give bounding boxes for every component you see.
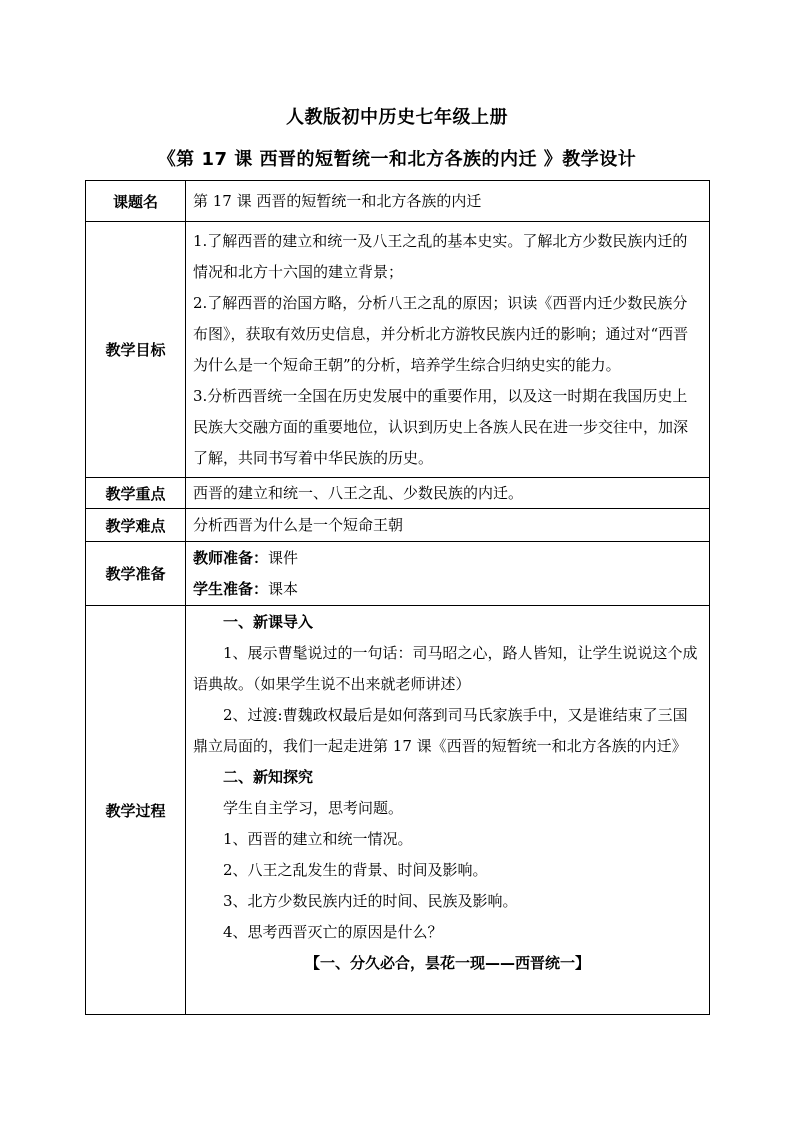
preparation-content [186, 542, 710, 606]
process-heading-intro: 一、新课导入 [223, 613, 314, 631]
student-preparation-value: 课本 [268, 579, 299, 598]
process-heading-explore: 二、新知探究 [223, 768, 314, 786]
process-question-3: 3、北方少数民族内迁的时间、民族及影响。 [223, 892, 518, 910]
table-row-difficulties [86, 509, 710, 542]
key-points-text: 西晋的建立和统一、八王之乱、少数民族的内迁。 [193, 484, 524, 502]
key-points-label: 教学重点 [86, 478, 186, 509]
process-label: 教学过程 [86, 606, 186, 1015]
student-preparation-label: 学生准备： [193, 579, 269, 598]
objectives-content [186, 222, 710, 478]
process-question-1: 1、西晋的建立和统一情况。 [223, 830, 413, 848]
objective-item-3: 3.分析西晋统一全国在历史发展中的重要作用，以及这一时期在我国历史上民族大交融方面的重要地位，认识到历史上各族人民在进一步交往中，加深了解，共同书写着中华民族的历史。 [193, 386, 689, 467]
process-paragraph-3: 学生自主学习，思考问题。 [223, 799, 404, 817]
table-row-objectives [86, 222, 710, 478]
table-row-process [86, 606, 710, 1015]
difficulties-text: 分析西晋为什么是一个短命王朝 [193, 516, 404, 534]
key-points-value [186, 478, 710, 509]
document-subtitle: 《第 17 课 西晋的短暂统一和北方各族的内迁 》教学设计 [157, 149, 637, 170]
difficulties-label: 教学难点 [86, 509, 186, 542]
teacher-preparation-label: 教师准备： [193, 548, 269, 567]
topic-value [186, 181, 710, 222]
difficulties-value [186, 509, 710, 542]
table-row-topic [86, 181, 710, 222]
objective-item-1: 1.了解西晋的建立和统一及八王之乱的基本史实。了解北方少数民族内迁的情况和北方十六国的建立背景； [193, 231, 688, 281]
process-section-heading-1: 【一、分久必合，昙花一现——西晋统一】 [304, 954, 590, 972]
table-row-key-points [86, 478, 710, 509]
teacher-preparation-value: 课件 [268, 548, 299, 567]
objectives-label: 教学目标 [86, 222, 186, 478]
process-paragraph-1: 1、展示曹髦说过的一句话：司马昭之心，路人皆知，让学生说说这个成语典故。（如果学生说不出来就老师讲述） [193, 644, 698, 693]
process-content [186, 606, 710, 1015]
topic-label: 课题名 [86, 181, 186, 222]
lesson-plan-table [85, 180, 710, 1015]
student-preparation [193, 574, 702, 605]
topic-text: 第 17 课 西晋的短暂统一和北方各族的内迁 [193, 191, 482, 210]
process-paragraph-2: 2、过渡:曹魏政权最后是如何落到司马氏家族手中，又是谁结束了三国鼎立局面的，我们一起走进第 17 课《西晋的短暂统一和北方各族的内迁》 [193, 706, 688, 755]
process-question-2: 2、八王之乱发生的背景、时间及影响。 [223, 861, 488, 879]
process-question-4: 4、思考西晋灭亡的原因是什么？ [223, 923, 443, 941]
preparation-label: 教学准备 [86, 542, 186, 606]
objective-item-2: 2.了解西晋的治国方略，分析八王之乱的原因；识读《西晋内迁少数民族分布图》，获取有效历史信息，并分析北方游牧民族内迁的影响；通过对“西晋为什么是一个短命王朝”的分析，培养学生综合归纳史实的能力。 [193, 293, 689, 374]
table-row-preparation [86, 542, 710, 606]
teacher-preparation [193, 543, 702, 574]
document-title: 人教版初中历史七年级上册 [286, 107, 508, 128]
